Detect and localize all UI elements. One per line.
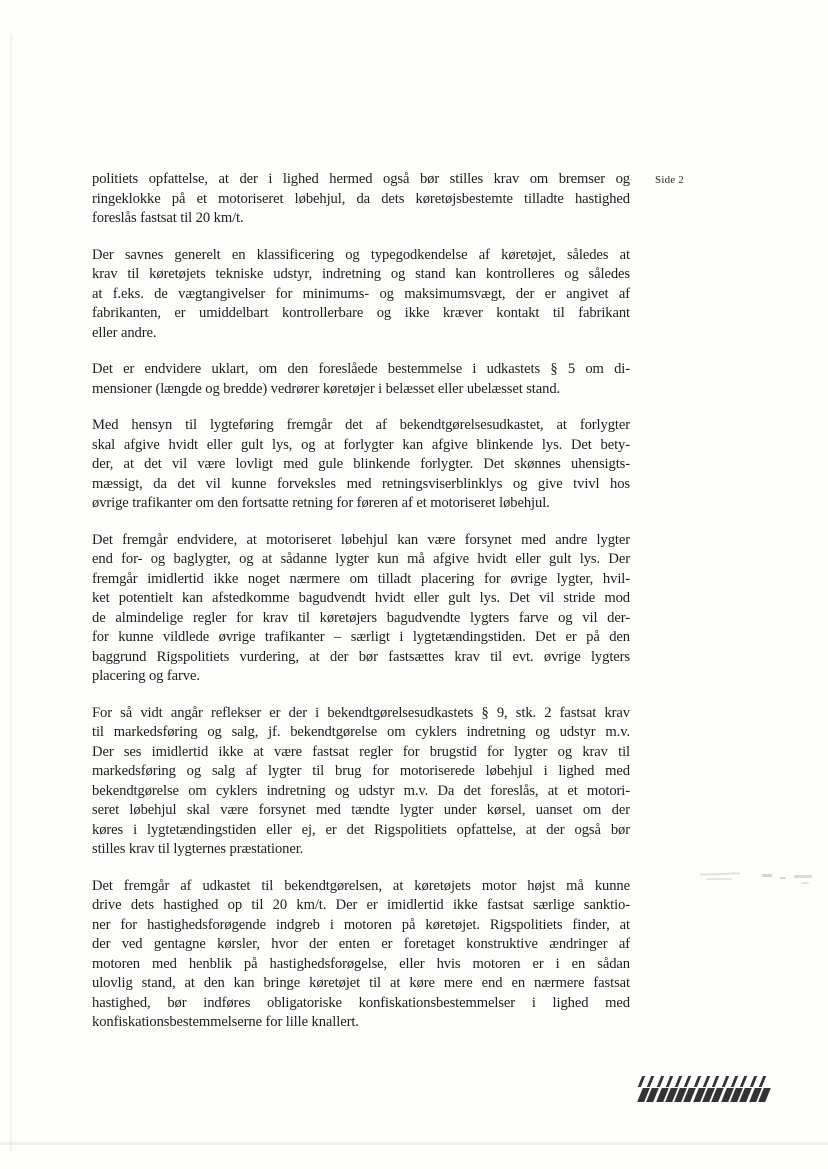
text-line: stilles krav til lygternes præstationer. (92, 841, 304, 857)
hatch-stamp-thin-row (640, 1076, 770, 1087)
text-line: ringeklokke på et motoriseret løbehjul, da dets køretøjsbestemte tilladte hastighed (92, 190, 630, 207)
hatch-tick (721, 1076, 728, 1087)
text-line: der, at det vil være lovligt med gule blinkende forlygter. Det skønnes uhensigts- (92, 456, 630, 472)
text-line: ket potentielt kan afstedkomme bagudvendt hvidt eller gult lys. Det vil stride mod (92, 590, 630, 606)
hatch-tick (647, 1076, 654, 1087)
text-line: køres i lygtetændingstiden eller ej, er det Rigspolitiets opfattelse, at der også bør (92, 821, 630, 838)
text-line: mensioner (længde og bredde) vedrører køretøjer i belæsset eller ubelæsset stand. (92, 380, 561, 397)
hatch-tick (703, 1076, 710, 1087)
hatch-tick (749, 1076, 756, 1087)
paragraph (92, 531, 630, 687)
text-line: for kunne vildlede øvrige trafikanter – særligt i lygtetændingstiden. Det er på den (92, 629, 630, 645)
hatch-stamp (640, 1076, 780, 1106)
text-line: Det fremgår af udkastet til bekendtgørelsen, at køretøjets motor højst må kunne (92, 877, 630, 894)
text-line: baggrund Rigspolitiets vurdering, at der bør fastsættes krav til evt. øvrige lygters (92, 648, 630, 665)
hatch-tick (740, 1076, 747, 1087)
text-line: Der savnes generelt en klassificering og typegodkendelse af køretøjet, således at (92, 246, 630, 263)
text-line: Det fremgår endvidere, at motoriseret løbehjul kan være forsynet med andre lygter (92, 531, 630, 548)
text-line: at f.eks. de vægtangivelser for minimums- og maksimumsvægt, der er angivet af (92, 285, 630, 302)
hatch-tick (675, 1076, 682, 1087)
text-line: ulovlig stand, at den kan bringe køretøjet til at køre mere end en nærmere fastsat (92, 975, 630, 991)
text-line: skal afgive hvidt eller gult lys, og at forlygter kan afgive blinkende lys. Det bety- (92, 436, 630, 453)
text-line: fremgår imidlertid ikke noget nærmere om tilladt placering for øvrige lygter, hvil- (92, 570, 630, 587)
text-line: fabrikanten, er umiddelbart kontrollerbare og ikke kræver kontakt til fabrikant (92, 305, 630, 321)
paragraph (92, 360, 630, 399)
text-line: konfiskationsbestemmelserne for lille knallert. (92, 1014, 359, 1030)
text-line: For så vidt angår reflekser er der i bekendtgørelsesudkastets § 9, stk. 2 fastsat krav (92, 704, 630, 721)
text-line: placering og farve. (92, 668, 200, 684)
paragraph (92, 246, 630, 344)
text-line: mæssigt, da det vil kunne forveksles med retningsviserblinklys og give tvivl hos (92, 475, 630, 492)
text-line: øvrige trafikanter om den fortsatte retning for føreren af et motoriseret løbehjul. (92, 495, 550, 511)
scan-artifact (780, 877, 786, 879)
hatch-stamp-thick-row (640, 1088, 770, 1102)
page-number-label: Side 2 (655, 174, 685, 186)
text-line: politiets opfattelse, at der i lighed hermed også bør stilles krav om bremser og (92, 171, 630, 187)
hatch-tick (694, 1076, 701, 1087)
paragraph (92, 416, 630, 514)
text-line: hastighed, bør indføres obligatoriske konfiskationsbestemmelser i lighed med (92, 994, 630, 1011)
paper-edge-bottom (0, 1142, 828, 1145)
text-line: krav til køretøjets tekniske udstyr, indretning og stand kan kontrolleres og således (92, 266, 630, 282)
text-line: der ved gentagne kørsler, hvor der enten er foretaget konstruktive ændringer af (92, 936, 630, 952)
hatch-tick (684, 1076, 691, 1087)
paragraph (92, 170, 630, 229)
text-line: drive dets hastighed op til 20 km/t. Der er imidlertid ikke fastsat særlige sanktio- (92, 897, 630, 913)
hatch-tick (666, 1076, 673, 1087)
text-line: foreslås fastsat til 20 km/t. (92, 210, 244, 226)
text-line: end for- og baglygter, og at sådanne lygter kun må afgive hvidt eller gult lys. Der (92, 551, 630, 567)
hatch-tick (712, 1076, 719, 1087)
text-line: Det er endvidere uklart, om den foreslåede bestemmelse i udkastets § 5 om di- (92, 361, 630, 377)
scan-artifact (794, 875, 812, 878)
hatch-tick (759, 1076, 766, 1087)
text-line: markedsføring og salg af lygter til brug for motoriserede løbehjul i lighed med (92, 763, 630, 779)
scan-artifact (700, 872, 740, 875)
hatch-tick (638, 1076, 645, 1087)
hatch-tick (731, 1076, 738, 1087)
text-line: bekendtgørelse om cyklers indretning og udstyr m.v. Da det foreslås, at et motori- (92, 782, 630, 799)
text-line: eller andre. (92, 324, 157, 341)
paragraph (92, 877, 630, 1033)
text-line: til markedsføring og salg, jf. bekendtgørelse om cyklers indretning og udstyr m.v. (92, 724, 630, 740)
text-line: Med hensyn til lygteføring fremgår det af bekendtgørelsesudkastet, at forlygter (92, 417, 630, 433)
text-line: Der ses imidlertid ikke at være fastsat regler for brugstid for lygter og krav til (92, 743, 630, 760)
text-line: ner for hastighedsforøgende indgreb i motoren på køretøjet. Rigspolitiets finder, at (92, 916, 630, 933)
scan-artifact (801, 882, 809, 884)
text-line: motoren med henblik på hastighedsforøgelse, eller hvis motoren er i en sådan (92, 955, 630, 972)
paper-edge-left (10, 34, 12, 1151)
text-line: seret løbehjul skal være forsynet med tændte lygter under kørsel, uanset om der (92, 802, 630, 818)
text-line: de almindelige regler for krav til køretøjers bagudvendte lygters farve og vil der- (92, 609, 630, 626)
hatch-tick (656, 1076, 663, 1087)
scan-artifact (706, 878, 732, 880)
paragraph (92, 704, 630, 860)
document-body (92, 170, 630, 1050)
scan-artifact (762, 874, 772, 877)
